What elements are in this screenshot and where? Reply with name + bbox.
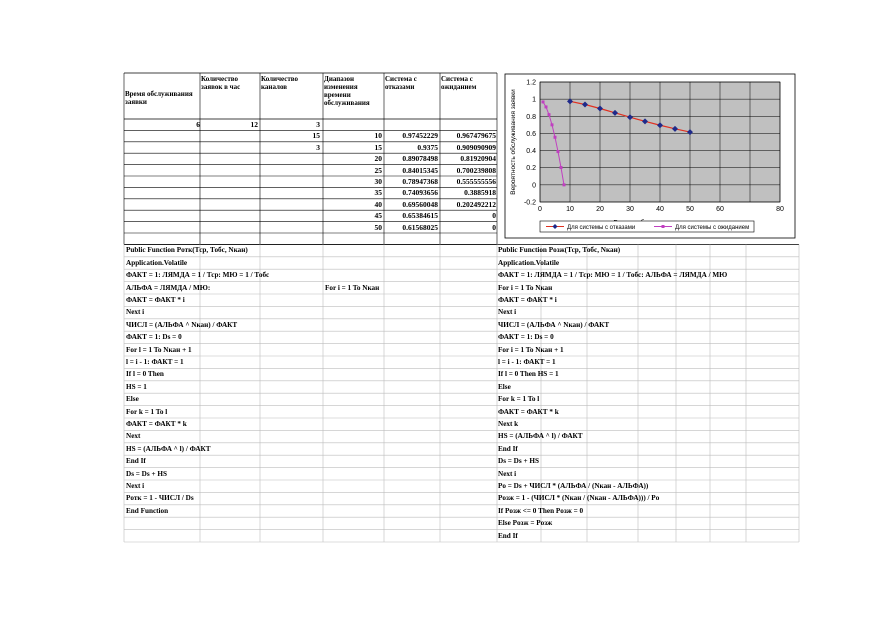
- refusal-cell: 0.9375: [417, 142, 438, 152]
- param-cell: 15: [312, 131, 320, 141]
- code-line-right: If l = 0 Then HS = 1: [498, 370, 559, 379]
- code-line-right: Application.Volatile: [498, 258, 560, 267]
- code-line-right: Else: [498, 382, 511, 391]
- legend-label: Для системы с ожиданием: [675, 224, 750, 231]
- data-point: [545, 105, 548, 108]
- code-line-left: ФАКТ = ФАКТ * i: [126, 296, 185, 304]
- code-line-right: Public Function Pозж(Тср, Тобс, Nкан): [498, 246, 621, 255]
- code-line-right: ФАКТ = ФАКТ * i: [498, 296, 557, 304]
- x-tick-label: 80: [776, 206, 784, 213]
- code-line-left: Public Function Pотк(Тср, Тобс, Nкан): [126, 246, 248, 255]
- code-line-right: ЧИСЛ = (АЛЬФА ^ Nкан) / ФАКТ: [498, 320, 610, 329]
- code-line-right: Next i: [498, 469, 517, 478]
- column-header: Количество заявок в час: [201, 75, 241, 91]
- refusal-cell: 0.61568025: [402, 222, 438, 232]
- code-line-right: Pозж = 1 - (ЧИСЛ * (Nкан / (Nкан - АЛЬФА))) / Po: [498, 494, 660, 503]
- y-tick-label: 0.2: [526, 165, 536, 173]
- y-tick-label: -0.2: [523, 199, 536, 207]
- waiting-cell: 0.909090909: [456, 142, 496, 152]
- code-line-right: ФАКТ = ФАКТ * k: [498, 407, 559, 416]
- code-line-left: For k = 1 To l: [126, 407, 168, 416]
- code-line-left: HS = 1: [126, 382, 147, 391]
- waiting-cell: 0.555555556: [456, 177, 496, 186]
- data-point: [548, 113, 551, 116]
- code-line-left: ФАКТ = 1: ЛЯМДА = 1 / Тср: МЮ = 1 / Тобс: [126, 271, 270, 280]
- refusal-cell: 0.74093656: [402, 188, 438, 198]
- range-cell: 35: [374, 188, 382, 198]
- waiting-cell: 0.81920904: [460, 154, 496, 164]
- code-line-left: Else: [126, 395, 139, 404]
- code-line-right: Else Pозж = Pозж: [498, 519, 553, 528]
- code-line-right: HS = (АЛЬФА ^ l) / ФАКТ: [498, 432, 583, 441]
- code-line-left: For i = 1 To Nкан: [325, 283, 380, 292]
- refusal-cell: 0.78947368: [402, 177, 438, 186]
- code-line-left: If l = 0 Then: [126, 370, 164, 379]
- param-cell: 12: [250, 120, 258, 129]
- code-line-left: Pотк = 1 - ЧИСЛ / Ds: [126, 494, 194, 503]
- code-line-left: For l = 1 To Nкан + 1: [126, 345, 192, 354]
- waiting-cell: 0: [492, 211, 496, 221]
- waiting-cell: 0.202492212: [456, 199, 496, 209]
- legend-marker: [662, 225, 665, 228]
- column-header: Диапазон изменения времени обслуживания: [324, 75, 370, 107]
- code-line-left: Ds = Ds + HS: [126, 469, 167, 478]
- range-cell: 15: [374, 142, 382, 152]
- param-cell: 3: [316, 142, 320, 152]
- y-tick-label: 0.6: [526, 130, 536, 138]
- code-line-left: Application.Volatile: [126, 258, 188, 267]
- code-line-right: Next k: [498, 420, 519, 428]
- code-line-left: ЧИСЛ = (АЛЬФА ^ Nкан) / ФАКТ: [126, 320, 238, 329]
- range-cell: 30: [374, 177, 382, 186]
- param-cell: 6: [196, 120, 200, 129]
- x-tick-label: 30: [626, 206, 634, 213]
- code-line-right: Next i: [498, 308, 517, 317]
- y-tick-label: 0: [532, 182, 536, 190]
- column-header: Время обслуживания заявки: [125, 90, 193, 106]
- data-point: [551, 123, 554, 126]
- y-axis-label: Вероятность обслуживания заявки: [510, 89, 517, 195]
- code-line-right: For i = 1 To Nкан: [498, 283, 553, 292]
- code-line-left: Next i: [126, 308, 145, 317]
- range-cell: 50: [374, 222, 382, 232]
- waiting-cell: 0.3885918: [464, 188, 496, 198]
- code-line-left: HS = (АЛЬФА ^ l) / ФАКТ: [126, 444, 211, 453]
- code-line-left: Next i: [126, 482, 145, 490]
- data-point: [560, 166, 563, 169]
- code-line-left: l = i - 1: ФАКТ = 1: [126, 358, 184, 366]
- waiting-cell: 0.700239808: [456, 165, 496, 175]
- data-point: [542, 100, 545, 103]
- x-tick-label: 40: [656, 206, 664, 213]
- data-point: [557, 150, 560, 153]
- code-line-left: Next: [126, 432, 141, 441]
- code-line-right: For i = 1 To Nкан + 1: [498, 345, 564, 354]
- code-line-left: ФАКТ = ФАКТ * k: [126, 420, 187, 428]
- y-tick-label: 1: [532, 96, 536, 104]
- code-line-right: End If: [498, 444, 518, 453]
- range-cell: 20: [374, 154, 382, 164]
- chart: [505, 74, 795, 238]
- waiting-cell: 0: [492, 222, 496, 232]
- refusal-cell: 0.97452229: [402, 131, 438, 141]
- range-cell: 25: [374, 165, 382, 175]
- code-line-right: ФАКТ = 1: Ds = 0: [498, 333, 554, 342]
- refusal-cell: 0.84015345: [402, 165, 438, 175]
- waiting-cell: 0.967479675: [456, 131, 496, 141]
- column-header: Система с ожиданием: [441, 75, 477, 91]
- legend-label: Для системы с отказами: [567, 224, 636, 231]
- column-header: Система с отказами: [385, 75, 417, 91]
- data-point: [563, 183, 566, 186]
- range-cell: 10: [374, 131, 382, 141]
- y-tick-label: 0.8: [526, 113, 536, 121]
- refusal-cell: 0.89078498: [402, 154, 438, 164]
- code-line-right: End If: [498, 531, 518, 540]
- column-header: Количество каналов: [261, 75, 299, 91]
- refusal-cell: 0.65384615: [402, 211, 438, 221]
- param-cell: 3: [316, 120, 320, 129]
- data-point: [554, 136, 557, 139]
- y-tick-label: 0.4: [526, 148, 536, 156]
- code-line-right: ФАКТ = 1: ЛЯМДА = 1 / Тср: МЮ = 1 / Тобс: АЛЬФА = ЛЯМДА / МЮ: [498, 271, 728, 280]
- code-line-left: End Function: [126, 506, 169, 515]
- x-tick-label: 60: [716, 206, 724, 213]
- code-line-left: End If: [126, 457, 146, 466]
- x-tick-label: 20: [596, 206, 604, 213]
- x-tick-label: 50: [686, 206, 694, 213]
- code-line-left: ФАКТ = 1: Ds = 0: [126, 333, 182, 342]
- code-line-right: Po = Ds + ЧИСЛ * (АЛЬФА / (Nкан - АЛЬФА)): [498, 482, 649, 490]
- code-line-left: АЛЬФА = ЛЯМДА / МЮ:: [126, 283, 211, 292]
- range-cell: 40: [374, 199, 382, 209]
- code-line-right: l = i - 1: ФАКТ = 1: [498, 358, 556, 366]
- code-line-right: If Pозж <= 0 Then Pозж = 0: [498, 506, 584, 515]
- range-cell: 45: [374, 211, 382, 221]
- y-tick-label: 1.2: [526, 79, 536, 87]
- code-line-right: Ds = Ds + HS: [498, 457, 539, 466]
- x-tick-label: 10: [566, 206, 574, 213]
- x-tick-label: 0: [538, 206, 542, 213]
- refusal-cell: 0.69560048: [402, 199, 438, 209]
- code-line-right: For k = 1 To l: [498, 395, 540, 404]
